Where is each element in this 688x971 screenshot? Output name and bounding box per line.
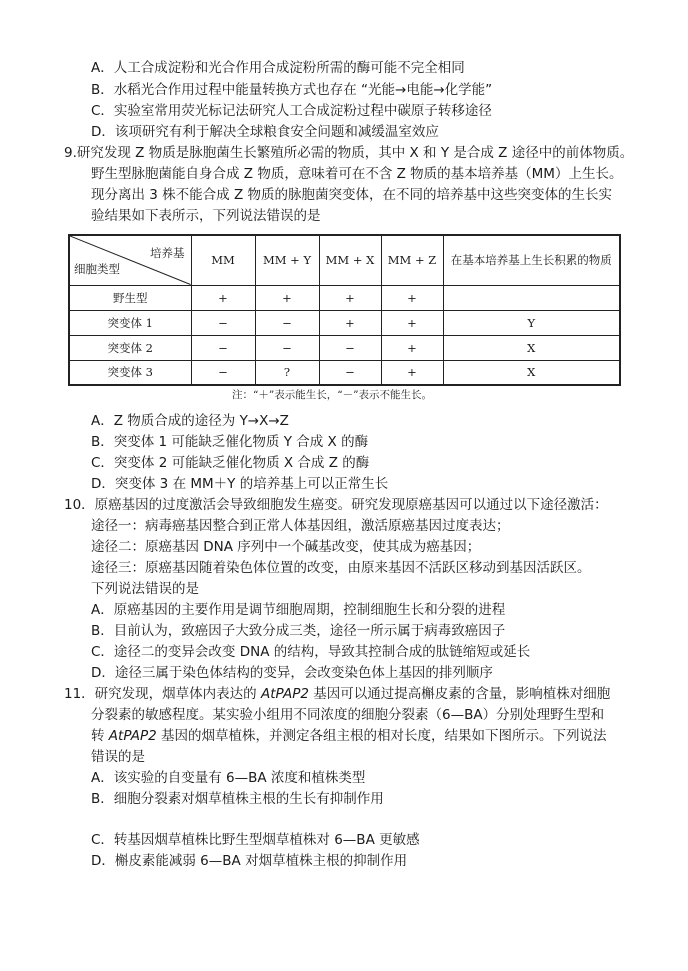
table-cell: + — [255, 285, 319, 310]
growth-results-table — [68, 234, 621, 386]
table-cell: − — [191, 360, 255, 385]
q11-line3-start: 转 — [91, 728, 109, 744]
corner-label-medium: 培养基 — [150, 246, 185, 260]
table-cell: − — [191, 335, 255, 360]
row-label: 野生型 — [69, 285, 191, 310]
q10-path-3: 途径三：原癌基因随着染色体位置的改变，由原来基因不活跃区移动到基因活跃区。 — [91, 560, 591, 576]
q10-prompt: 下列说法错误的是 — [91, 581, 199, 597]
q11-option-c: C．转基因烟草植株比野生型烟草植株对 6—BA 更敏感 — [91, 832, 420, 848]
table-cell: − — [319, 335, 381, 360]
table-cell: Y — [443, 310, 620, 335]
table-cell: + — [319, 310, 381, 335]
q11-option-b: B．细胞分裂素对烟草植株主根的生长有抑制作用 — [91, 791, 384, 807]
q10-option-c: C．途径二的变异会改变 DNA 的结构，导致其控制合成的肽链缩短或延长 — [91, 644, 531, 660]
table-cell: − — [255, 310, 319, 335]
q10-stem-line-1: 10．原癌基因的过度激活会导致细胞发生癌变。研究发现原癌基因可以通过以下途径激活： — [64, 497, 608, 513]
table-cell — [443, 285, 620, 310]
row-label: 突变体 2 — [69, 335, 191, 360]
q9-option-a: A．Z 物质合成的途径为 Y→X→Z — [91, 413, 289, 429]
q11-stem-line-2: 分裂素的敏感程度。某实验小组用不同浓度的细胞分裂素（6—BA）分别处理野生型和 — [91, 707, 605, 723]
table-row — [69, 360, 620, 385]
q8-option-a: A．人工合成淀粉和光合作用合成淀粉所需的酶可能不完全相同 — [91, 60, 465, 76]
header-mm-z: MM + Z — [381, 235, 443, 285]
q11-option-a: A．该实验的自变量有 6—BA 浓度和植株类型 — [91, 770, 366, 786]
table-cell: − — [191, 310, 255, 335]
q9-stem-line-2: 野生型脉胞菌能自身合成 Z 物质，意味着可在不含 Z 物质的基本培养基（MM）上生长。 — [91, 166, 623, 182]
header-mm-x: MM + X — [319, 235, 381, 285]
q10-path-1: 途径一：病毒癌基因整合到正常人体基因组，激活原癌基因过度表达； — [91, 518, 510, 534]
header-accumulated-substance: 在基本培养基上生长积累的物质 — [443, 235, 620, 285]
q10-option-b: B．目前认为，致癌因子大致分成三类，途径一所示属于病毒致癌因子 — [91, 623, 506, 639]
table-row — [69, 310, 620, 335]
header-mm-y: MM + Y — [255, 235, 319, 285]
q8-option-c: C．实验室常用荧光标记法研究人工合成淀粉过程中碳原子转移途径 — [91, 103, 492, 119]
q8-option-d: D．该项研究有利于解决全球粮食安全问题和减缓温室效应 — [91, 124, 439, 140]
q11-stem-line-3 — [91, 726, 607, 746]
table-cell: + — [381, 360, 443, 385]
q11-line1-end: 基因可以通过提高槲皮素的含量，影响植株对细胞 — [308, 686, 611, 702]
q11-stem-line-4: 错误的是 — [91, 749, 145, 765]
q11-line3-end: 基因的烟草植株，并测定各组主根的相对长度，结果如下图所示。下列说法 — [156, 728, 607, 744]
table-cell: + — [191, 285, 255, 310]
table-cell: + — [319, 285, 381, 310]
q8-option-b: B．水稻光合作用过程中能量转换方式也存在 “光能→电能→化学能” — [91, 82, 493, 98]
table-cell: + — [381, 335, 443, 360]
table-cell: − — [255, 335, 319, 360]
table-cell: + — [381, 285, 443, 310]
table-cell: ? — [255, 360, 319, 385]
q9-option-d: D．突变体 3 在 MM＋Y 的培养基上可以正常生长 — [91, 476, 389, 492]
q11-option-d: D．槲皮素能减弱 6—BA 对烟草植株主根的抑制作用 — [91, 853, 408, 869]
table-header-row — [69, 235, 620, 285]
q9-option-c: C．突变体 2 可能缺乏催化物质 X 合成 Z 的酶 — [91, 455, 370, 471]
table-cell: X — [443, 360, 620, 385]
table-cell: X — [443, 335, 620, 360]
q9-stem-line-3: 现分离出 3 株不能合成 Z 物质的脉胞菌突变体，在不同的培养基中这些突变体的生长实 — [91, 187, 613, 203]
gene-name: AtPAP2 — [108, 728, 157, 744]
table-cell: − — [319, 360, 381, 385]
table-corner-cell — [69, 235, 191, 285]
table-row — [69, 335, 620, 360]
q11-stem-line-1 — [64, 684, 610, 704]
row-label: 突变体 1 — [69, 310, 191, 335]
gene-name: AtPAP2 — [260, 686, 309, 702]
row-label: 突变体 3 — [69, 360, 191, 385]
q9-stem-line-1: 9.研究发现 Z 物质是脉胞菌生长繁殖所必需的物质，其中 X 和 Y 是合成 Z 途径中的前体物质。 — [64, 145, 634, 161]
q10-path-2: 途径二：原癌基因 DNA 序列中一个碱基改变，使其成为癌基因； — [91, 539, 481, 555]
q10-option-a: A．原癌基因的主要作用是调节细胞周期，控制细胞生长和分裂的进程 — [91, 602, 506, 618]
q9-stem-line-4: 验结果如下表所示，下列说法错误的是 — [91, 208, 321, 224]
table-row — [69, 285, 620, 310]
header-mm: MM — [191, 235, 255, 285]
corner-label-cell-type: 细胞类型 — [74, 261, 120, 276]
q10-option-d: D．途径三属于染色体结构的变异，会改变染色体上基因的排列顺序 — [91, 665, 493, 681]
q9-option-b: B．突变体 1 可能缺乏催化物质 Y 合成 X 的酶 — [91, 434, 369, 450]
table-note: 注：“＋”表示能生长，“－”表示不能生长。 — [232, 389, 432, 401]
table-cell: + — [381, 310, 443, 335]
q11-line1-start: 11．研究发现，烟草体内表达的 — [64, 686, 261, 702]
